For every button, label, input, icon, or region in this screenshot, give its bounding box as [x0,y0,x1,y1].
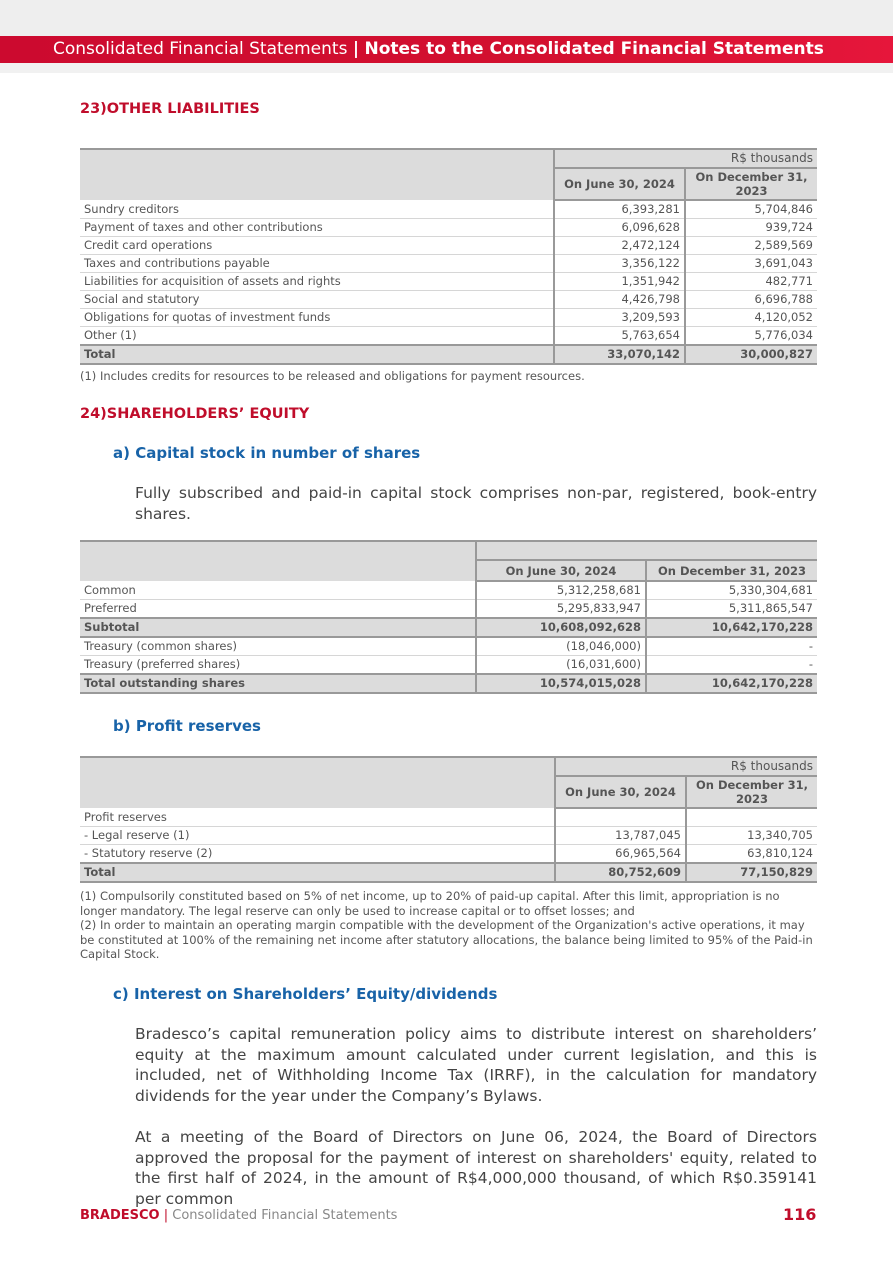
value-june: 5,763,654 [554,327,685,346]
value-december: 5,704,846 [685,200,817,219]
row-label: Common [80,581,476,600]
profit-reserves-footnote-2: (2) In order to maintain an operating margin compatible with the development of the Organization's active operations, it may be constituted at 100% of the remaining net income after statutory allocations, the balance being limited to 95% of the Paid-in Capital Stock. [80,918,813,961]
footer-brand: BRADESCO [80,1208,160,1223]
row-label: Total outstanding shares [80,674,476,693]
value-december [686,808,817,827]
table-row [80,827,817,845]
table-row [80,808,817,827]
row-label: Other (1) [80,327,554,346]
value-december: 10,642,170,228 [646,674,817,693]
row-label: - Statutory reserve (2) [80,845,555,864]
header-blank [80,541,476,581]
value-june: 66,965,564 [555,845,686,864]
table-row [80,674,817,693]
value-december: 2,589,569 [685,237,817,255]
header-underbar [0,63,893,73]
profit-reserves-table [80,756,817,883]
value-december: - [646,637,817,656]
value-june [555,808,686,827]
value-june: 13,787,045 [555,827,686,845]
value-december: 482,771 [685,273,817,291]
subsection-b-title: b) Profit reserves [113,717,261,735]
value-december: 3,691,043 [685,255,817,273]
value-december: 13,340,705 [686,827,817,845]
value-june: 3,209,593 [554,309,685,327]
row-label: Liabilities for acquisition of assets and rights [80,273,554,291]
header-separator: | [352,39,360,59]
value-december: 4,120,052 [685,309,817,327]
value-december: - [646,656,817,675]
page-header [0,36,893,63]
value-june: 5,312,258,681 [476,581,646,600]
page-footer [80,1208,397,1223]
value-june: 1,351,942 [554,273,685,291]
capital-stock-table [80,540,817,694]
row-label: Social and statutory [80,291,554,309]
subsection-c-paragraph-2: At a meeting of the Board of Directors on June 06, 2024, the Board of Directors approved the proposal for the payment of interest on shareholders' equity, related to the first half of 2024, in the amount of R$4,000,000 thousand, of which R$0.359141 per common [135,1128,817,1208]
subsection-a-title: a) Capital stock in number of shares [113,444,421,462]
subsection-c-title: c) Interest on Shareholders’ Equity/dividends [113,985,498,1003]
table-row [80,219,817,237]
value-june: (16,031,600) [476,656,646,675]
row-label: Payment of taxes and other contributions [80,219,554,237]
row-label: Preferred [80,600,476,619]
table-row [80,309,817,327]
row-label: - Legal reserve (1) [80,827,555,845]
total-label: Total [80,345,554,364]
row-label: Subtotal [80,618,476,637]
row-label: Sundry creditors [80,200,554,219]
value-december: 10,642,170,228 [646,618,817,637]
table-row [80,255,817,273]
total-value-december: 30,000,827 [685,345,817,364]
total-value-december: 77,150,829 [686,863,817,882]
column-header-december-2023: On December 31, 2023 [646,560,817,581]
row-label: Treasury (preferred shares) [80,656,476,675]
table-row [80,618,817,637]
row-label: Taxes and contributions payable [80,255,554,273]
value-june: 3,356,122 [554,255,685,273]
column-header-june-2024: On June 30, 2024 [555,776,686,808]
subsection-c-paragraph-1: Bradesco’s capital remuneration policy aims to distribute interest on shareholders’ equity at the maximum amount calculated under current legislation, and this is included, net of Withholding Income Tax (IRRF), in the calculation for mandatory dividends for the year under the Company’s Bylaws. [135,1025,817,1105]
value-december: 6,696,788 [685,291,817,309]
table-row [80,637,817,656]
section-23-title: 23)OTHER LIABILITIES [80,101,260,117]
unit-label: R$ thousands [554,149,817,168]
column-header-june-2024: On June 30, 2024 [476,560,646,581]
header-blank [80,757,555,808]
table-row [80,200,817,219]
row-label: Profit reserves [80,808,555,827]
value-june: 10,608,092,628 [476,618,646,637]
footer-separator: | [163,1208,169,1223]
header-spacer [476,541,817,560]
column-header-june-2024: On June 30, 2024 [554,168,685,200]
total-value-june: 80,752,609 [555,863,686,882]
value-december: 63,810,124 [686,845,817,864]
value-june: (18,046,000) [476,637,646,656]
row-label: Obligations for quotas of investment funds [80,309,554,327]
row-label: Treasury (common shares) [80,637,476,656]
value-june: 5,295,833,947 [476,600,646,619]
table-row [80,600,817,619]
value-december: 5,776,034 [685,327,817,346]
top-margin [0,0,893,36]
table-row [80,656,817,675]
table-row [80,237,817,255]
value-june: 10,574,015,028 [476,674,646,693]
value-december: 939,724 [685,219,817,237]
header-blank [80,149,554,200]
total-value-june: 33,070,142 [554,345,685,364]
row-label: Credit card operations [80,237,554,255]
value-june: 6,393,281 [554,200,685,219]
header-right: Notes to the Consolidated Financial Statements [364,39,824,59]
table-row [80,327,817,346]
table-row [80,291,817,309]
unit-label: R$ thousands [555,757,817,776]
column-header-december-2023: On December 31, 2023 [686,776,817,808]
section-24-title: 24)SHAREHOLDERS’ EQUITY [80,406,310,422]
subsection-a-text: Fully subscribed and paid-in capital stock comprises non-par, registered, book-entry shares. [135,484,817,523]
value-june: 6,096,628 [554,219,685,237]
section-23-footnote: (1) Includes credits for resources to be released and obligations for payment resources. [80,369,585,383]
profit-reserves-footnote-1: (1) Compulsorily constituted based on 5% of net income, up to 20% of paid-up capital. After this limit, appropriation is no longer mandatory. The legal reserve can only be used to increase capital or to offset losses; and [80,889,780,918]
header-left: Consolidated Financial Statements [53,39,348,59]
value-december: 5,330,304,681 [646,581,817,600]
page-number: 116 [783,1205,817,1224]
value-june: 4,426,798 [554,291,685,309]
column-header-december-2023: On December 31, 2023 [685,168,817,200]
footer-text: Consolidated Financial Statements [172,1208,398,1223]
value-june: 2,472,124 [554,237,685,255]
value-december: 5,311,865,547 [646,600,817,619]
total-label: Total [80,863,555,882]
table-row [80,273,817,291]
table-row [80,845,817,864]
other-liabilities-table [80,148,817,365]
table-row [80,581,817,600]
